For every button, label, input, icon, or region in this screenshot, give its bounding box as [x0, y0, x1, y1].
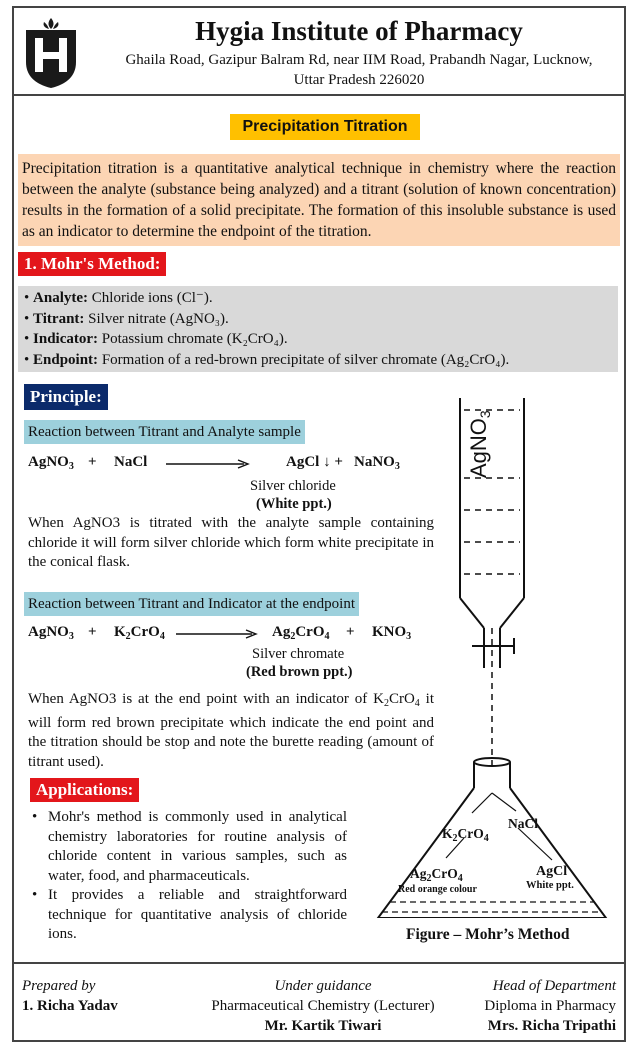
footer	[14, 962, 624, 1042]
intro-paragraph: Precipitation titration is a quantitative analytical technique in chemistry where the reaction between the analyte (substance being analyzed) and a titrant (solution of known concentration) results in the formation of a solid precipitate. The formation of this insoluble substance is used as an indicator to determine the endpoint of the titration.	[18, 154, 620, 246]
header	[14, 8, 624, 96]
reaction1-reactant2: NaCl	[114, 454, 148, 470]
institute-title: Hygia Institute of Pharmacy	[195, 16, 523, 46]
list-item: • Indicator: Potassium chromate (K₂CrO₄).	[24, 329, 612, 350]
reaction1-product-name: Silver chloride	[250, 478, 336, 494]
mohr-method-list	[18, 286, 618, 372]
list-item: • It provides a reliable and straightforward technique for quantitative analysis of chloride ions.	[32, 886, 347, 945]
page-frame	[12, 6, 626, 1042]
list-item: • Endpoint: Formation of a red-brown precipitate of silver chromate (Ag₂CrO₄).	[24, 350, 612, 371]
address-line-2: Uttar Pradesh 226020	[293, 72, 425, 88]
footer-hod: Head of Department Diploma in Pharmacy Mrs. Richa Tripathi	[484, 978, 616, 1034]
list-item: • Mohr's method is commonly used in analytical chemistry laboratories for routine analysis of chloride content in various samples, such as water, food, and pharmaceuticals.	[32, 808, 347, 886]
reaction1-reactant1: AgNO$_3$	[28, 454, 74, 472]
figure-caption: Figure – Mohr’s Method	[406, 926, 570, 943]
principle-heading: Principle:	[24, 384, 108, 410]
flask-label-nacl: NaCl	[508, 816, 538, 831]
reaction1-arrow-icon	[166, 458, 250, 470]
mohr-method-heading: 1. Mohr's Method:	[18, 252, 166, 276]
list-item: • Titrant: Silver nitrate (AgNO₃).	[24, 309, 612, 330]
reaction1-plus: +	[88, 454, 97, 470]
reaction2-product1: $Ag_2CrO_4$	[272, 624, 330, 642]
reaction2-product-note: (Red brown ppt.)	[246, 664, 353, 680]
reaction1-heading: Reaction between Titrant and Analyte sample	[24, 420, 305, 444]
burette-label: AgNO3	[466, 410, 493, 478]
applications-list	[32, 808, 347, 945]
flask-label-white: White ppt.	[526, 880, 574, 891]
reaction2-reactant1: AgNO$_3$	[28, 624, 74, 642]
institute-address	[94, 50, 624, 90]
reaction2-plus: +	[88, 624, 97, 640]
flask-label-ag2cro4: $Ag_2CrO_4$	[410, 866, 463, 884]
reaction1-product-note: (White ppt.)	[256, 496, 332, 512]
reaction2-heading: Reaction between Titrant and Indicator at the endpoint	[24, 592, 359, 616]
address-line-1: Ghaila Road, Gazipur Balram Rd, near IIM Road, Prabandh Nagar, Lucknow,	[125, 52, 593, 68]
reaction1-product2: NaNO$_3$	[354, 454, 400, 472]
applications-heading: Applications:	[30, 778, 139, 802]
flask-label-red: Red orange colour	[398, 884, 477, 895]
reaction2-product2: $KNO_3$	[372, 624, 412, 642]
footer-prepared: Prepared by 1. Richa Yadav	[22, 978, 118, 1014]
flask-label-k2cro4: $K_2CrO_4$	[442, 826, 489, 844]
topic-title: Precipitation Titration	[230, 114, 420, 140]
reaction2-arrow-icon	[176, 628, 258, 640]
reaction1-product1: AgCl ↓ +	[286, 454, 343, 470]
reaction2-reactant2: $K_2CrO_4$	[114, 624, 165, 642]
reaction1-paragraph: When AgNO3 is titrated with the analyte sample containing chloride it will form silver chloride which form white precipitate in the conical flask.	[28, 515, 434, 570]
reaction2-product-name: Silver chromate	[252, 646, 345, 662]
institute-logo	[22, 16, 80, 90]
flask-label-agcl: AgCl	[536, 864, 568, 879]
footer-guidance: Under guidance Pharmaceutical Chemistry (Lecturer) Mr. Kartik Tiwari	[211, 978, 435, 1034]
reaction2-paragraph: When AgNO3 is at the end point with an indicator of $K_2CrO_4$ it will form red brown precipitate which indicate the end point and the titration should be stop and note the burette reading (amount of titrant used).	[28, 691, 434, 770]
reaction2-plus2: +	[346, 624, 355, 640]
list-item: • Analyte: Chloride ions (Cl⁻).	[24, 288, 612, 309]
